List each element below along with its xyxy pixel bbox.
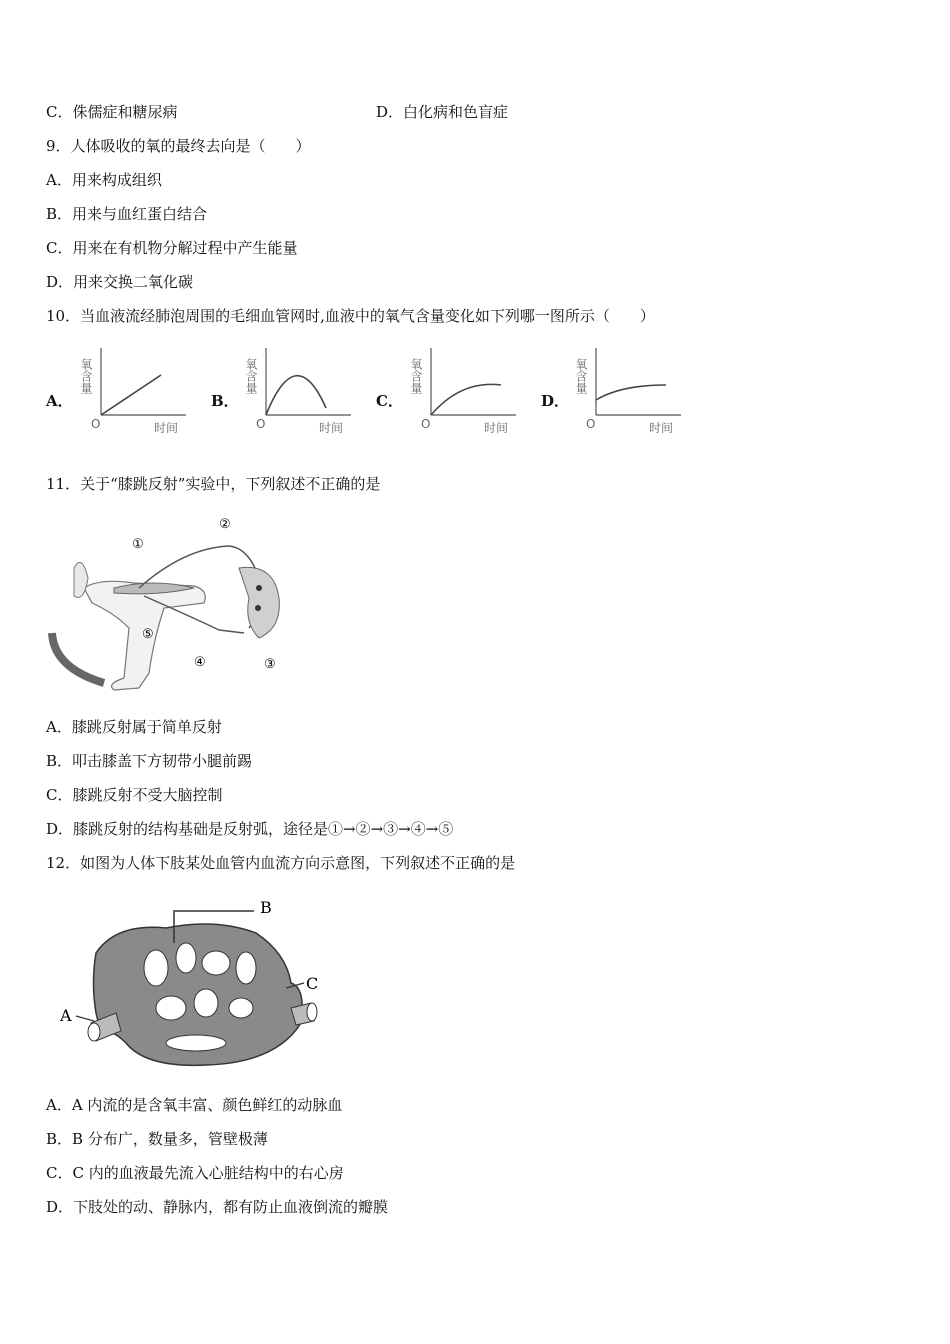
origin-label: O — [586, 417, 596, 431]
q9-option-c: C．用来在有机物分解过程中产生能量 — [46, 239, 298, 257]
q10-graph-c-plot — [406, 340, 536, 440]
q10-graph-a — [46, 340, 206, 450]
knee-reflex-figure — [44, 508, 294, 702]
q12-option-b: B．B 分布广，数量多，管壁极薄 — [46, 1130, 268, 1148]
q11-option-c: C．膝跳反射不受大脑控制 — [46, 786, 223, 804]
q11-option-a: A．膝跳反射属于简单反射 — [46, 718, 222, 736]
q11-stem: 11．关于“膝跳反射”实验中，下列叙述不正确的是 — [46, 475, 381, 493]
kick-arrow-icon — [52, 633, 104, 683]
knee-reflex-illustration — [44, 508, 294, 698]
q11-option-d: D．膝跳反射的结构基础是反射弧，途径是①→②→③→④→⑤ — [46, 820, 454, 838]
q10-graph-a-label: A． — [46, 392, 73, 410]
q12-option-a: A．A 内流的是含氧丰富、颜色鲜红的动脉血 — [46, 1096, 343, 1114]
q10-graph-b-label: B． — [211, 392, 239, 410]
marker-1: ① — [132, 537, 144, 552]
q10-graph-d — [541, 340, 701, 450]
q12-option-d: D．下肢处的动、静脉内，都有防止血液倒流的瓣膜 — [46, 1198, 389, 1216]
marker-2: ② — [219, 517, 231, 532]
label-a: A — [60, 1006, 72, 1025]
q10-graph-d-label: D． — [541, 392, 570, 410]
capillary-network-illustration — [56, 893, 336, 1073]
y-axis-label: 氧含量 — [244, 358, 258, 394]
origin-label: O — [421, 417, 431, 431]
y-axis-label: 氧含量 — [574, 358, 588, 394]
label-c: C — [306, 974, 319, 993]
q10-stem: 10．当血液流经肺泡周围的毛细血管网时,血液中的氧气含量变化如下列哪一图所示（ ） — [46, 307, 655, 325]
q10-curve-c — [431, 384, 501, 415]
marker-4: ④ — [194, 655, 206, 670]
q10-graph-d-plot — [571, 340, 701, 440]
q11-option-b: B．叩击膝盖下方韧带小腿前踢 — [46, 752, 253, 770]
x-axis-label: 时间 — [484, 421, 509, 435]
q10-curve-a — [101, 375, 161, 415]
q10-graph-c — [376, 340, 536, 450]
q10-graph-a-plot — [76, 340, 206, 440]
origin-label: O — [91, 417, 101, 431]
marker-3: ③ — [264, 657, 276, 672]
q10-graph-b — [211, 340, 371, 450]
q8-option-d: D．白化病和色盲症 — [376, 103, 509, 121]
q9-option-a: A．用来构成组织 — [46, 171, 162, 189]
q10-graphs — [46, 340, 746, 450]
y-axis-label: 氧含量 — [79, 358, 93, 394]
q10-curve-d — [596, 385, 666, 400]
q9-stem: 9．人体吸收的氧的最终去向是（ ） — [46, 137, 311, 155]
q12-option-c: C．C 内的血液最先流入心脏结构中的右心房 — [46, 1164, 344, 1182]
y-axis-label: 氧含量 — [409, 358, 423, 394]
origin-label: O — [256, 417, 266, 431]
q10-graph-b-plot — [241, 340, 371, 440]
q9-option-d: D．用来交换二氧化碳 — [46, 273, 194, 291]
x-axis-label: 时间 — [154, 421, 179, 435]
marker-5: ⑤ — [142, 627, 154, 642]
q8-option-c: C．侏儒症和糖尿病 — [46, 103, 178, 121]
x-axis-label: 时间 — [319, 421, 344, 435]
spinal-cord-shape — [239, 567, 279, 638]
q10-graph-c-label: C． — [376, 392, 403, 410]
q12-stem: 12．如图为人体下肢某处血管内血流方向示意图，下列叙述不正确的是 — [46, 854, 516, 872]
q10-curve-b — [266, 376, 326, 415]
label-b: B — [260, 898, 272, 917]
x-axis-label: 时间 — [649, 421, 674, 435]
capillary-network-figure — [56, 893, 336, 1077]
q9-option-b: B．用来与血红蛋白结合 — [46, 205, 208, 223]
